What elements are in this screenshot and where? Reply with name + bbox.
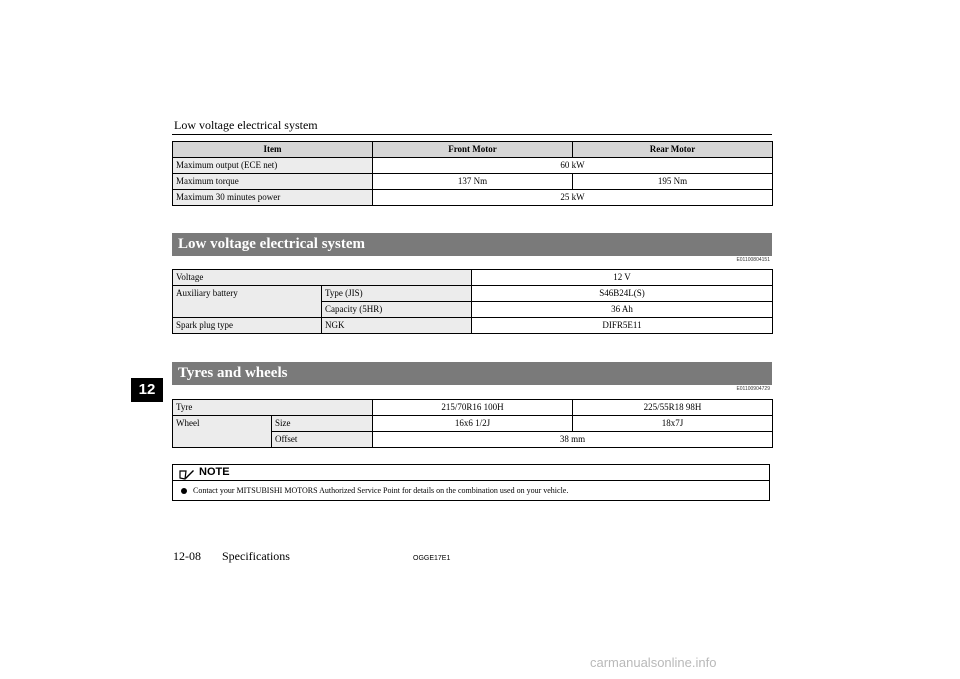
wheel-size-label: Size <box>272 416 373 432</box>
table-row <box>173 174 773 190</box>
wheel-offset-value: 38 mm <box>373 432 773 448</box>
max-output-value: 60 kW <box>373 158 773 174</box>
table-header-row <box>173 142 773 158</box>
battery-type-label: Type (JIS) <box>322 286 472 302</box>
table-row <box>173 158 773 174</box>
table-row <box>173 286 773 302</box>
tyre-size-16: 215/70R16 100H <box>373 400 573 416</box>
wheel-offset-label: Offset <box>272 432 373 448</box>
row-label-max-output: Maximum output (ECE net) <box>173 158 373 174</box>
battery-type-value: S46B24L(S) <box>472 286 773 302</box>
low-voltage-table <box>172 269 773 334</box>
battery-capacity-label: Capacity (5HR) <box>322 302 472 318</box>
table-row <box>173 190 773 206</box>
footer-section-name: Specifications <box>222 549 290 563</box>
motor-spec-table <box>172 141 773 206</box>
section-title-tyres: Tyres and wheels <box>172 362 772 385</box>
running-title: Low voltage electrical system <box>174 118 318 132</box>
voltage-value: 12 V <box>472 270 773 286</box>
tyre-label: Tyre <box>173 400 373 416</box>
section-code-low-voltage: E01100804151 <box>736 257 770 263</box>
note-text: Contact your MITSUBISHI MOTORS Authorized Service Point for details on the combination used on your vehicle. <box>193 486 569 495</box>
note-body <box>181 486 568 495</box>
tyres-table <box>172 399 773 448</box>
footer-doc-code: OGGE17E1 <box>413 555 451 562</box>
rear-torque-value: 195 Nm <box>573 174 773 190</box>
page-number: 12-08 <box>173 549 201 563</box>
column-header-item: Item <box>173 142 373 158</box>
battery-capacity-value: 36 Ah <box>472 302 773 318</box>
table-row <box>173 416 773 432</box>
table-row <box>173 400 773 416</box>
row-label-max-torque: Maximum torque <box>173 174 373 190</box>
section-code-tyres: E01100904729 <box>736 386 770 392</box>
column-header-rear-motor: Rear Motor <box>573 142 773 158</box>
note-pencil-icon <box>179 467 195 485</box>
30min-power-value: 25 kW <box>373 190 773 206</box>
front-torque-value: 137 Nm <box>373 174 573 190</box>
table-row <box>173 270 773 286</box>
wheel-size-16: 16x6 1/2J <box>373 416 573 432</box>
header-rule <box>172 134 772 135</box>
auxiliary-battery-label: Auxiliary battery <box>173 286 322 318</box>
bullet-icon <box>181 488 187 494</box>
voltage-label: Voltage <box>173 270 472 286</box>
wheel-size-18: 18x7J <box>573 416 773 432</box>
spark-plug-label: Spark plug type <box>173 318 322 334</box>
chapter-tab: 12 <box>131 378 163 402</box>
note-box <box>172 464 770 501</box>
tyre-size-18: 225/55R18 98H <box>573 400 773 416</box>
table-row <box>173 318 773 334</box>
spark-plug-value: DIFR5E11 <box>472 318 773 334</box>
watermark: carmanualsonline.info <box>590 655 717 670</box>
wheel-label: Wheel <box>173 416 272 448</box>
section-title-low-voltage: Low voltage electrical system <box>172 233 772 256</box>
row-label-30min-power: Maximum 30 minutes power <box>173 190 373 206</box>
note-header <box>173 465 769 481</box>
column-header-front-motor: Front Motor <box>373 142 573 158</box>
note-title: NOTE <box>199 466 230 478</box>
spark-plug-brand: NGK <box>322 318 472 334</box>
